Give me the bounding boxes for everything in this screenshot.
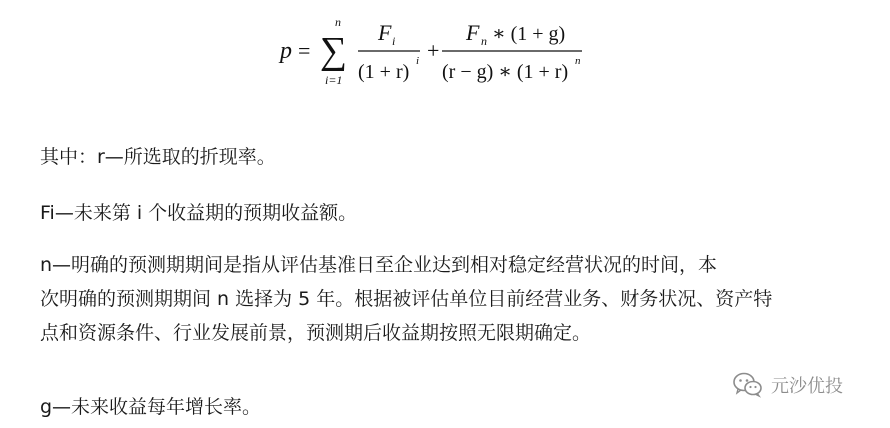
watermark-text: 元沙优投 [771,376,843,397]
sigma-symbol: ∑ [320,30,348,72]
wechat-icon [733,372,763,398]
term1-numerator: F [378,20,392,45]
term2-numerator: F [466,20,480,45]
term2-denominator: (r − g) ∗ (1 + r) [442,61,569,83]
sum-lower-limit: i=1 [325,73,343,87]
formula-graphic [270,8,610,98]
watermark [733,370,843,400]
term2-denominator-sup: n [575,55,581,67]
definition-n-line2: 次明确的预测期期间 n 选择为 5 年。根据被评估单位目前经营业务、财务状况、资产特 [40,288,773,310]
definition-n [40,248,772,350]
term2-numerator-rest: ∗ (1 + g) [492,23,566,45]
term1-denominator-sup: i [416,55,420,67]
term1-numerator-sub: i [392,34,396,48]
sum-upper-limit: n [335,15,341,29]
definition-r: 其中：r—所选取的折现率。 [40,146,276,168]
definition-n-line3: 点和资源条件、行业发展前景，预测期后收益期按照无限期确定。 [40,322,592,344]
formula-plus: + [427,38,440,63]
definition-n-line1: n—明确的预测期期间是指从评估基准日至企业达到相对稳定经营状况的时间，本 [40,254,718,276]
formula-lhs: p [280,38,292,64]
definition-g: g—未来收益每年增长率。 [40,396,262,418]
formula-equals: = [298,38,311,63]
definition-fi: Fi—未来第 i 个收益期的预期收益额。 [40,202,358,224]
dcf-formula [270,8,610,98]
term2-numerator-sub: n [481,34,487,48]
term1-denominator: (1 + r) [358,61,410,83]
